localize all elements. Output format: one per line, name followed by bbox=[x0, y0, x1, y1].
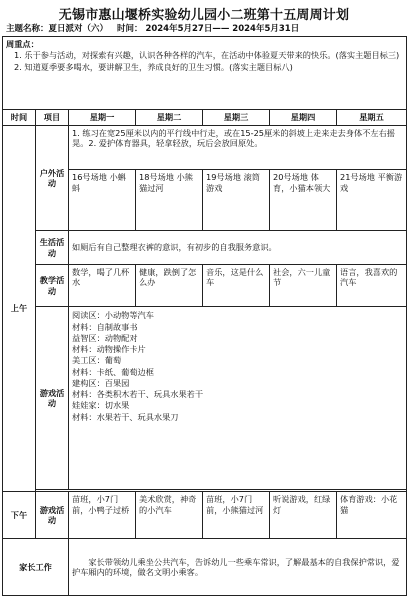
game-item: 美工区：葡萄 bbox=[72, 355, 122, 366]
parents-row bbox=[3, 539, 407, 596]
date-range: 时间： 2024年5月27日—— 2024年5月31日 bbox=[116, 24, 300, 34]
parents-label: 家长工作 bbox=[3, 539, 69, 596]
period-morning: 上午 bbox=[3, 125, 36, 492]
teaching-thu: 社会，六一儿童节 bbox=[270, 264, 337, 307]
pm-game-tue: 美术欣赏，神奇的小汽车 bbox=[136, 492, 203, 539]
theme-name: 主题名称：夏日派对（六） bbox=[6, 24, 109, 34]
game-item: 材料：水果若干、玩具水果刀 bbox=[72, 411, 179, 422]
life-label: 生活活动 bbox=[36, 231, 69, 265]
life-row bbox=[3, 231, 407, 265]
life-text: 如厕后有自己整理衣裤的意识，有初步的自我服务意识。 bbox=[69, 231, 407, 265]
plan-meta bbox=[6, 22, 402, 34]
pm-game-label: 游戏活动 bbox=[36, 492, 69, 539]
parents-text: 家长带领幼儿乘坐公共汽车，告诉幼儿一些乘车常识，了解最基本的自我保护常识，爱护车厢内的环境，做名文明小乘客。 bbox=[69, 539, 407, 596]
teaching-label: 教学活动 bbox=[36, 264, 69, 307]
pm-game-wed: 苗班，小7门前，小熊猫过河 bbox=[203, 492, 270, 539]
game-item: 阅读区：小动物等汽车 bbox=[72, 310, 154, 321]
teaching-row bbox=[3, 264, 407, 307]
focus-label: 周重点： bbox=[6, 39, 39, 49]
header-day-fri: 星期五 bbox=[337, 110, 407, 125]
focus-row bbox=[3, 37, 407, 110]
game-areas bbox=[69, 307, 407, 490]
outdoor-tue: 18号场地 小熊猫过河 bbox=[136, 170, 203, 231]
game-row bbox=[3, 307, 407, 490]
focus-item-2: 2. 知道夏季要多喝水，要讲解卫生，养成良好的卫生习惯。(落实主题目标八) bbox=[14, 61, 293, 72]
outdoor-label: 户外活动 bbox=[36, 125, 69, 231]
outdoor-mon: 16号场地 小蝌蚪 bbox=[69, 170, 136, 231]
outdoor-wed: 19号场地 滚筒游戏 bbox=[203, 170, 270, 231]
focus-item-1: 1. 乐于参与活动，对探索有兴趣，认识各种各样的汽车，在活动中体验夏天带来的快乐。(落实主题目标三) bbox=[14, 50, 400, 61]
afternoon-row bbox=[3, 492, 407, 539]
game-item: 建构区：百果园 bbox=[72, 377, 130, 388]
period-afternoon: 下午 bbox=[3, 492, 36, 539]
outdoor-row-common bbox=[3, 125, 407, 170]
outdoor-common-goal: 1. 练习在宽25厘米以内的平行线中行走，或在15-25厘米的斜坡上走来走去身体不左右摇晃。2. 爱护体育器具，轻拿轻放，玩后会放回原处。 bbox=[69, 125, 407, 170]
header-day-wed: 星期三 bbox=[203, 110, 270, 125]
weekly-focus bbox=[3, 37, 407, 110]
plan-table bbox=[2, 36, 407, 596]
pm-game-thu: 听说游戏，红绿灯 bbox=[270, 492, 337, 539]
header-row bbox=[3, 110, 407, 125]
game-item: 材料：各类积木若干、玩具水果若干 bbox=[72, 389, 204, 400]
header-item: 项目 bbox=[36, 110, 69, 125]
pm-game-mon: 苗班，小7门前，小鸭子过桥 bbox=[69, 492, 136, 539]
teaching-tue: 健康，跌倒了怎么办 bbox=[136, 264, 203, 307]
header-day-mon: 星期一 bbox=[69, 110, 136, 125]
teaching-wed: 音乐，这是什么车 bbox=[203, 264, 270, 307]
game-item: 材料：自制故事书 bbox=[72, 321, 138, 332]
outdoor-thu: 20号场地 体育，小猫本领大 bbox=[270, 170, 337, 231]
outdoor-fri: 21号场地 平衡游戏 bbox=[337, 170, 407, 231]
teaching-mon: 数学，喝了几杯水 bbox=[69, 264, 136, 307]
game-item: 娃娃家：切水果 bbox=[72, 400, 130, 411]
page-title: 无锡市惠山堰桥实验幼儿园小二班第十五周周计划 bbox=[58, 8, 350, 23]
teaching-fri: 语言，我喜欢的汽车 bbox=[337, 264, 407, 307]
game-item: 材料：动物操作卡片 bbox=[72, 344, 146, 355]
game-item: 益智区：动物配对 bbox=[72, 332, 138, 343]
game-item: 材料：卡纸、葡萄边框 bbox=[72, 366, 154, 377]
pm-game-fri: 体育游戏：小花猫 bbox=[337, 492, 407, 539]
game-label: 游戏活动 bbox=[36, 307, 69, 490]
header-day-thu: 星期四 bbox=[270, 110, 337, 125]
header-time: 时间 bbox=[3, 110, 36, 125]
header-day-tue: 星期二 bbox=[136, 110, 203, 125]
